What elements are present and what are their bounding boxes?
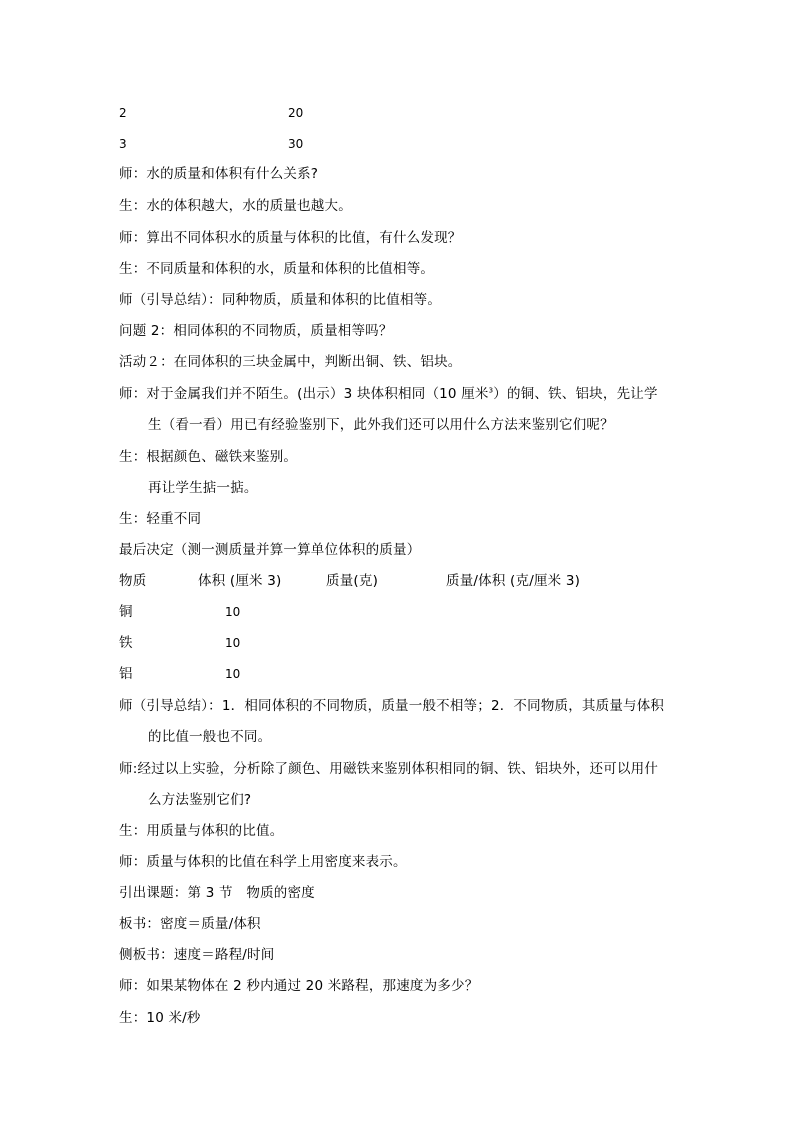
student-answer-ratio: 生：不同质量和体积的水，质量和体积的比值相等。 xyxy=(119,261,435,277)
question-2: 问题 2：相同体积的不同物质，质量相等吗？ xyxy=(119,323,393,339)
weigh-by-hand: 再让学生掂一掂。 xyxy=(148,480,258,496)
lesson-title: 引出课题：第 3 节 物质的密度 xyxy=(119,885,315,901)
metal-copper: 铜 xyxy=(119,604,133,620)
side-board-speed: 侧板书：速度＝路程/时间 xyxy=(119,947,275,963)
water-volume-3: 3 xyxy=(119,137,127,151)
teacher-density-intro: 师：质量与体积的比值在科学上用密度来表示。 xyxy=(119,854,407,870)
final-decision: 最后决定（测一测质量并算一算单位体积的质量） xyxy=(119,542,421,558)
metal-header-ratio: 质量/体积 (克/厘米 3) xyxy=(446,573,581,589)
metal-iron-volume: 10 xyxy=(225,636,241,650)
teacher-summary-2-cont: 的比值一般也不同。 xyxy=(148,729,272,745)
metal-header-substance: 物质 xyxy=(119,573,147,589)
student-answer-color: 生：根据颜色、磁铁来鉴别。 xyxy=(119,449,298,465)
water-volume-2: 2 xyxy=(119,106,127,120)
board-density: 板书：密度＝质量/体积 xyxy=(119,916,261,932)
teacher-metal-intro-b: ）的铜、铁、铝块，先让学 xyxy=(493,386,658,402)
teacher-question-water: 师：水的质量和体积有什么关系? xyxy=(119,166,319,182)
metal-aluminum: 铝 xyxy=(119,666,133,682)
student-answer-water: 生：水的体积越大，水的质量也越大。 xyxy=(119,198,352,214)
metal-header-mass: 质量(克) xyxy=(326,573,379,589)
teacher-analysis-cont: 么方法鉴别它们? xyxy=(148,792,252,808)
teacher-metal-intro-a: 师：对于金属我们并不陌生。(出示）3 块体积相同（10 厘米 xyxy=(119,386,489,402)
teacher-metal-intro xyxy=(119,384,658,404)
student-speed-answer: 生：10 米/秒 xyxy=(119,1010,201,1026)
cubic-superscript: 3 xyxy=(488,386,494,395)
activity-2: 活动２：在同体积的三块金属中，判断出铜、铁、铝块。 xyxy=(119,354,462,370)
metal-copper-volume: 10 xyxy=(225,605,241,619)
metal-aluminum-volume: 10 xyxy=(225,667,241,681)
teacher-summary-2: 师（引导总结）：1．相同体积的不同物质，质量一般不相等；2．不同物质，其质量与体积 xyxy=(119,698,665,714)
teacher-metal-intro-cont: 生（看一看）用已有经验鉴别下，此外我们还可以用什么方法来鉴别它们呢？ xyxy=(148,417,614,433)
teacher-question-ratio: 师：算出不同体积水的质量与体积的比值，有什么发现？ xyxy=(119,230,462,246)
metal-iron: 铁 xyxy=(119,635,133,651)
teacher-summary-1: 师（引导总结）：同种物质，质量和体积的比值相等。 xyxy=(119,292,442,308)
metal-header-volume: 体积 (厘米 3) xyxy=(198,573,282,589)
teacher-speed-question: 师：如果某物体在 2 秒内通过 20 米路程，那速度为多少？ xyxy=(119,978,479,994)
teacher-analysis: 师:经过以上实验，分析除了颜色、用磁铁来鉴别体积相同的铜、铁、铝块外，还可以用什 xyxy=(119,761,659,777)
water-mass-20: 20 xyxy=(288,106,304,120)
student-answer-ratio-method: 生：用质量与体积的比值。 xyxy=(119,823,284,839)
student-answer-weight: 生：轻重不同 xyxy=(119,511,202,527)
water-mass-30: 30 xyxy=(288,137,304,151)
